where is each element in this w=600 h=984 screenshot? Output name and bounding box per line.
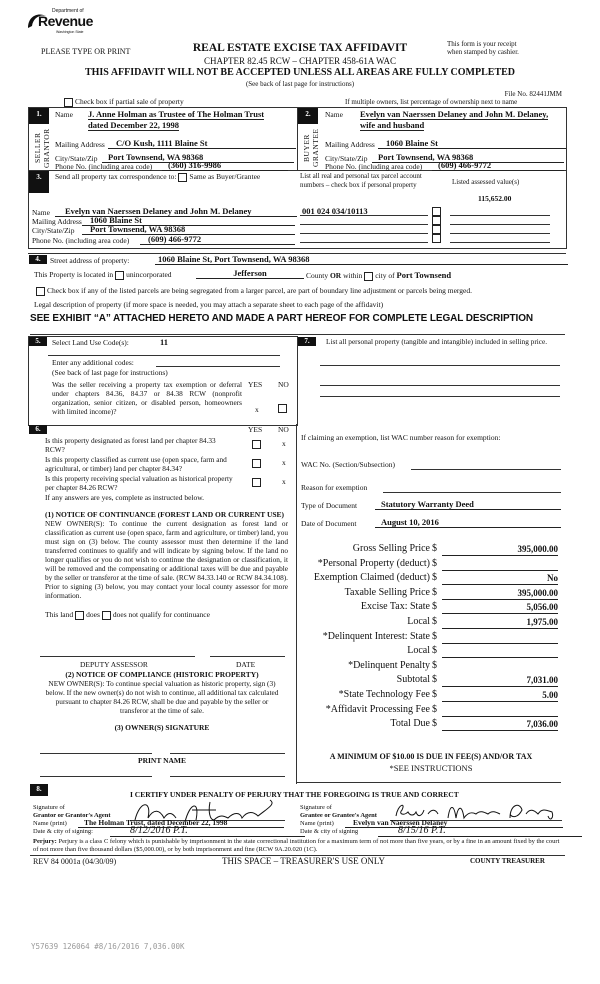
if-yes-note: If any answers are yes, complete as instructed below. (45, 493, 205, 502)
amount-field[interactable]: 1,975.00 (442, 617, 558, 629)
corr-mailing-label: Mailing Address (32, 217, 82, 226)
parcel-line[interactable] (300, 242, 428, 243)
amount-label: Exemption Claimed (deduct) (313, 572, 430, 584)
doc-type-field[interactable]: Statutory Warranty Deed (375, 499, 561, 510)
amount-label: *Affidavit Processing Fee (325, 703, 430, 715)
grantee-date-field[interactable]: 8/15/16 P.T. (378, 825, 582, 837)
additional-codes-label: Enter any additional codes: (52, 358, 134, 367)
amount-label: *State Technology Fee (338, 689, 430, 700)
seller-city-label: City/State/Zip (55, 154, 98, 163)
land-use-label: Select Land Use Code(s): (52, 338, 129, 347)
minimum-due-note: A MINIMUM OF $10.00 IS DUE IN FEE(S) AND/OR TAX (329, 752, 533, 761)
receipt-note (447, 40, 519, 56)
street-label: Street address of property: (50, 256, 130, 265)
city-checkbox[interactable] (364, 272, 373, 281)
buyer-name-field[interactable]: Evelyn van Naerssen Delaney and John M. Delaney, (360, 109, 549, 119)
amount-label: *Personal Property (deduct) (317, 557, 430, 569)
cashier-stamp: Y57639 126064 #8/16/2016 7,036.00K (31, 942, 185, 951)
county-field[interactable]: Jefferson (196, 268, 304, 279)
does-label: does (86, 610, 100, 619)
owner-signature-line[interactable] (40, 753, 152, 754)
dollar-sign: $ (432, 718, 437, 730)
receipt-note-line: when stamped by cashier. (447, 48, 519, 56)
yes-checkbox[interactable] (252, 478, 261, 487)
yes-checkbox[interactable] (252, 459, 261, 468)
city-value[interactable]: Port Townsend (396, 270, 452, 280)
section-number: 1. (29, 108, 49, 124)
city-row (306, 270, 451, 281)
dollar-sign: $ (432, 703, 437, 715)
perjury-text: Perjury is a class C felony which is punishable by imprisonment in the state correctional institution for a maximum term of not more than five years, or by a fine in an amount fixed by the court of not more than five thousand dollars ($5,000.00), or by both imprisonment and fine (RCW 9A.20.020 (1C). (33, 838, 560, 853)
this-land-label: This land (45, 610, 74, 619)
city-of-label: city of (375, 271, 395, 280)
segregated-checkbox[interactable] (36, 287, 45, 296)
yes-option[interactable] (250, 439, 263, 449)
seller-name-field-2[interactable]: dated December 22, 1998 (88, 120, 179, 130)
dollar-sign: $ (432, 543, 437, 554)
yes-header: YES (248, 425, 263, 434)
form-title: REAL ESTATE EXCISE TAX AFFIDAVIT (192, 42, 408, 54)
wac-label: WAC No. (Section/Subsection) (301, 460, 395, 469)
see-back-note: (See back of last page for instructions) (245, 80, 355, 88)
assessed-line[interactable] (450, 224, 550, 225)
form-warning: THIS AFFIDAVIT WILL NOT BE ACCEPTED UNLESS ALL AREAS ARE FULLY COMPLETED (84, 67, 516, 78)
sig-label-line: Signature of (33, 804, 65, 811)
doc-date-label: Date of Document (301, 519, 357, 528)
corr-city-field[interactable]: Port Townsend, WA 98368 (82, 224, 295, 235)
dollar-sign: $ (432, 557, 437, 569)
partial-sale-label: Check box if partial sale of property (75, 97, 184, 106)
buyer-mailing-label: Mailing Address (325, 140, 375, 149)
parcels-label-line: numbers – check box if personal property (300, 181, 417, 189)
assessed-line[interactable] (450, 233, 550, 234)
parcels-label-line: List all real and personal tax parcel account (300, 172, 422, 180)
additional-codes-field[interactable] (156, 366, 280, 367)
dollar-sign: $ (432, 674, 437, 686)
land-use-line (48, 355, 280, 356)
yes-checkbox[interactable] (252, 440, 261, 449)
parcel-line[interactable] (300, 215, 428, 216)
personal-property-checkbox[interactable] (432, 234, 441, 243)
within-label: within (343, 271, 363, 280)
buyer-mailing-field[interactable]: 1060 Blaine St (378, 138, 566, 149)
same-as-buyer-checkbox[interactable] (178, 173, 187, 182)
does-checkbox[interactable] (75, 611, 84, 620)
buyer-city-label: City/State/Zip (325, 154, 368, 163)
section-number: 7. (298, 337, 316, 346)
amount-label: Local (407, 645, 430, 657)
reason-field[interactable] (383, 492, 561, 493)
buyer-name-field-2[interactable]: wife and husband (360, 120, 425, 130)
parcels-label (300, 172, 422, 190)
amount-field[interactable]: 7,031.00 (442, 675, 558, 687)
notice2-text: NEW OWNER(S): To continue special valuation as historic property, sign (3) below. If the new owner(s) do not wish to continue, all additional tax calculated pursuant to chapter 84.26 RCW, shall be due and payable by the seller or transferor at the time of sale. (45, 679, 279, 715)
parcel-line[interactable] (300, 233, 428, 234)
county-treasurer-label: COUNTY TREASURER (470, 857, 545, 865)
corr-phone-field[interactable]: (609) 466-9772 (140, 234, 295, 245)
amount-label: *Delinquent Penalty (348, 659, 430, 671)
buyer-name-label: Name (325, 110, 343, 119)
does-not-checkbox[interactable] (102, 611, 111, 620)
seller-phone-label: Phone No. (including area code) (55, 162, 153, 171)
perjury-note (33, 838, 563, 854)
form-revision: REV 84 0001a (04/30/09) (33, 857, 117, 866)
dollar-sign: $ (432, 630, 437, 642)
please-type-note: PLEASE TYPE OR PRINT (41, 47, 131, 56)
continuance-row (45, 610, 210, 620)
no-header: NO (278, 380, 289, 389)
print-name-line[interactable] (170, 776, 285, 777)
does-not-label: does not qualify for continuance (112, 610, 210, 619)
partial-sale-checkbox[interactable] (64, 98, 73, 107)
corr-city-label: City/State/Zip (32, 226, 75, 235)
buyer-city-field[interactable]: Port Townsend, WA 98368 (372, 152, 564, 163)
affidavit-page: Department of Revenue Washington State PLEASE TYPE OR PRINT REAL ESTATE EXCISE TAX AFFIDAVIT CHAPTER 82.45 RCW – CHAPTER 458-61A WAC THIS AFFIDAVIT WILL NOT BE ACCEPTED UNLESS ALL AREAS ARE FULLY COMPLETED (See back of last page for instructions) This form is your receipt when stamped by cashier. File No. 82441JMM Check box if partial sale of property If multiple owners, list percentage of ownership next to name 1. SELLER GRANTOR Name J. Anne Holman as Trustee of The Holman Trust dated December 22, 1998 Mailing Address C/O Kush, 1111 Blaine St City/State/Zip Port Townsend, WA 98368 Phone No. (including area code) (360) 316-9986 2. BUYER GRANTEE Name Evelyn van Naerssen Delaney and John M. Delaney, wife and husband Mailing Address 1060 Blaine St City/State/Zip Port Townsend, WA 98368 Phone No. (including area code) (609) 466-9772 3. Send all property tax correspondence to: Same as Buyer/Grantee Name Evelyn van Naerssen Delaney and John M. Delaney Mailing Address 1060 Blaine St City/State/Zip Port Townsend, WA 98368 Phone No. (including area code) (609) 466-9772 List all real and personal tax parcel account numbers – check box if personal property Listed assessed value(s) 001 024 034/10113 115,652.00 4. Street address of property: 1060 Blaine St, Port Townsend, WA 98368 This Property is located in unincorporated Jefferson County OR within city of Port Townsend Check box if any of the listed parcels are being segregated from a larger parcel, are part of boundary line adjustment or parcels being merged. Legal description of property (if more space is needed, you may attach a separate sheet to each page of the affidavit) SEE EXHIBIT “A” ATTACHED HERETO AND MADE A PART HEREOF FOR COMPLETE LEGAL DESCRIPTION 5. Select Land Use Code(s): 11 Enter any additional codes: (See back of last page for instructions) YES NO Was the seller receiving a property tax exemption or deferral under chapters 84.36, 84.37 or 84.38 RCW (nonprofit organization, senior citizen, or disabled person, homeowners with limited income)? x 6. YES NO Is this property designated as forest land per chapter 84.33 RCW? x Is this property classified as current use (open space, farm and agricultural, or timber) land per chapter 84.34? x Is this property receiving special valuation as historical property per chapter 84.26 RCW? x If any answers are yes, complete as instructed below. (1) NOTICE OF CONTINUANCE (FOREST LAND OR CURRENT USE) NEW OWNER(S): To continue the current designation as forest land or classification as current use (open space, farm and agriculture, or timber) land, you must sign on (3) below. The county assessor must then determine if the land transferred continues to qualify and will indicate by signing below. If the land no longer qualifies or you do not wish to continue the designation or classification, it will be removed and the compensating or additional taxes will be due and payable by the seller or transferor at the time of sale. (RCW 84.33.140 or RCW 84.34.108). Prior to signing (3) below, you may contact your local county assessor for more information. This land does does not qualify for continuance DEPUTY ASSESSOR DATE (2) NOTICE OF COMPLIANCE (HISTORIC PROPERTY) NEW OWNER(S): To continue special valuation as historic property, sign (3) below. If the new owner(s) do not wish to continue, all additional tax calculated pursuant to chapter 84.26 RCW, shall be due and payable by the seller or transferor at the time of sale. (3) OWNER(S) SIGNATURE PRINT NAME 7. List all personal property (tangible and intangible) included in selling price. If claiming an exemption, list WAC number reason for exemption: WAC No. (Section/Subsection) Reason for exemption Type of Document Statutory Warranty Deed Date of Document August 10, 2016 Gross Selling Price $ 395,000.00 *Personal Property (deduct) $ Exemption Claimed (deduct) $ No Taxable Selling Price $ 395,000.00 Excise Tax: State $ 5,056.00 Local $ 1,975.00 *Delinquent Interest: State $ Local $ *Delinquent Penalty $ Subtotal $ 7,031.00 *State Technology Fee $ 5.00 *Affidavit Processing Fee $ Total Due $ 7,036.00 A MINIMUM OF $10.00 IS DUE IN FEE(S) AND/OR TAX *SEE INSTRUCTIONS 8. I CERTIFY UNDER PENALTY OF PERJURY THAT THE FOREGOING IS TRUE AND CORRECT Signature of Grantor or Grantor's Agent Name (print) The Holman Trust, dated December 22, 1998 Date & city of signing: 8/12/2016 P.T. Signature of Grantee or Grantee's Agent Name (print) Evelyn van Naerssen Delaney Date & city of signing 8/15/16 P.T. Perjury: Perjury is a class C felony which is punishable by imprisonment in the state correctional institution for a maximum term of not more than five years, or by a fine in an amount fixed by the court of not more than five thousand dollars ($5,000.00), or by both imprisonment and fine (RCW 9A.20.020 (1C). REV 84 0001a (04/30/09) THIS SPACE – TREASURER'S USE ONLY COUNTY TREASURER Y57639 126064 #8/16/2016 7,036.00K (0, 0, 600, 984)
print-name-line[interactable] (40, 776, 152, 777)
multiple-owners-note: If multiple owners, list percentage of ownership next to name (345, 98, 518, 106)
parcel-number[interactable]: 001 024 034/10113 (302, 206, 368, 216)
form-chapter: CHAPTER 82.45 RCW – CHAPTER 458-61A WAC (204, 56, 396, 66)
grantee-name-field[interactable]: Evelyn van Naerssen Delaney (345, 818, 563, 828)
yes-option[interactable] (250, 458, 263, 468)
seller-name-label: Name (55, 110, 73, 119)
seller-mailing-field[interactable]: C/O Kush, 1111 Blaine St (108, 138, 296, 149)
section-number: 4. (29, 255, 47, 264)
land-use-code[interactable]: 11 (160, 337, 169, 347)
sig-label-line: Signature of (300, 804, 332, 811)
section-number: 3. (29, 171, 49, 193)
grantor-name-label: Name (print) (33, 820, 67, 827)
amount-field[interactable] (442, 632, 558, 644)
dollar-sign: $ (432, 572, 437, 584)
amount-field[interactable]: No (442, 573, 558, 585)
dollar-sign: $ (432, 689, 437, 700)
certify-title: I CERTIFY UNDER PENALTY OF PERJURY THAT THE FOREGOING IS TRUE AND CORRECT (130, 790, 459, 799)
no-header: NO (278, 425, 289, 434)
dollar-sign: $ (432, 659, 437, 671)
amount-field[interactable]: 395,000.00 (442, 588, 558, 600)
notice1-text: NEW OWNER(S): To continue the current designation as forest land or classification as current use (open space, farm and agriculture, or timber) land, you must sign on (3) below. The county assessor must then determine if the land transferred continues to qualify and will indicate by signing below. If the land no longer qualifies or you do not wish to continue the designation or classification, it will be removed and the compensating or additional taxes will be due and payable by the seller or transferor at the time of sale. (RCW 84.33.140 or RCW 84.34.108). Prior to signing (3) below, you may contact your local county assessor for more information. (45, 519, 288, 600)
sig-label-line: Grantee or Grantee's Agent (300, 812, 377, 819)
segregated-option[interactable] (34, 286, 472, 296)
street-field[interactable]: 1060 Blaine St, Port Townsend, WA 98368 (155, 254, 568, 265)
parcel-checkbox-wrap[interactable] (430, 233, 443, 243)
owner-signature-title: (3) OWNER(S) SIGNATURE (114, 723, 210, 732)
buyer-phone-label: Phone No. (including area code) (325, 162, 423, 171)
notice1-title: (1) NOTICE OF CONTINUANCE (FOREST LAND OR CURRENT USE) (45, 510, 285, 519)
exemption-no-checkbox[interactable] (278, 404, 287, 413)
doc-type-label: Type of Document (301, 501, 358, 510)
see-back-note: (See back of last page for instructions) (52, 368, 168, 377)
see-instructions-note: *SEE INSTRUCTIONS (389, 763, 473, 773)
or-label: OR (329, 271, 342, 280)
yes-option[interactable] (250, 477, 263, 487)
assessed-line[interactable] (450, 215, 550, 216)
amount-field[interactable] (442, 559, 558, 571)
seller-name-field[interactable]: J. Anne Holman as Trustee of The Holman Trust (88, 109, 265, 119)
grantor-name-field[interactable]: The Holman Trust, dated December 22, 1998 (78, 818, 284, 828)
section6-question: Is this property classified as current use (open space, farm and agricultural, or timber) land per chapter 84.34? (45, 455, 227, 473)
perjury-label: Perjury: (33, 838, 57, 845)
wac-field[interactable] (411, 469, 561, 470)
location-row (34, 270, 172, 280)
deputy-assessor-label: DEPUTY ASSESSOR (80, 660, 148, 669)
owner-signature-line[interactable] (170, 753, 285, 754)
date-label: DATE (236, 660, 256, 669)
exemption-question: Was the seller receiving a property tax exemption or deferral under chapters 84.36, 84.37 or 84.38 RCW (nonprofit organization, senior citizen, or disabled person, homeowners with limited income)? (52, 380, 242, 416)
amount-field[interactable] (442, 705, 558, 717)
print-name-label: PRINT NAME (138, 756, 186, 765)
date-line[interactable] (210, 656, 285, 657)
amount-label: Excise Tax: State (360, 601, 430, 613)
buyer-side-label: BUYER GRANTEE (302, 128, 320, 168)
section6-question: Is this property designated as forest land per chapter 84.33 RCW? (45, 436, 216, 454)
deputy-assessor-line[interactable] (40, 656, 195, 657)
receipt-note-line: This form is your receipt (447, 40, 517, 48)
buyer-phone-field[interactable]: (609) 466-9772 (432, 160, 564, 171)
grantor-date-label: Date & city of signing: (33, 828, 93, 835)
correspondence-label: Send all property tax correspondence to: (55, 172, 177, 181)
personal-property-label: List all personal property (tangible and intangible) included in selling price. (326, 337, 548, 346)
amount-label: Total Due (390, 718, 430, 730)
assessed-value[interactable]: 115,652.00 (478, 194, 512, 203)
parcel-line[interactable] (300, 224, 428, 225)
reason-label: Reason for exemption (301, 483, 368, 492)
assessed-line[interactable] (450, 242, 550, 243)
doc-date-field[interactable]: August 10, 2016 (375, 517, 561, 528)
amount-label: Subtotal (396, 674, 430, 686)
section-number: 5. (29, 337, 47, 346)
yes-header: YES (248, 380, 263, 389)
notice2-title: (2) NOTICE OF COMPLIANCE (HISTORIC PROPERTY) (65, 670, 259, 679)
corr-name-label: Name (32, 208, 50, 217)
divider (30, 334, 565, 335)
file-number: File No. 82441JMM (504, 90, 562, 98)
grantee-date-label: Date & city of signing (300, 828, 359, 835)
exemption-yes-mark[interactable]: x (255, 405, 259, 414)
seller-mailing-label: Mailing Address (55, 140, 105, 149)
section-number: 2. (298, 108, 318, 124)
dollar-sign: $ (432, 601, 437, 613)
section6-question: Is this property receiving special valuation as historical property per chapter 84.26 RCW? (45, 474, 233, 492)
same-as-buyer-label: Same as Buyer/Grantee (189, 172, 261, 181)
assessed-label: Listed assessed value(s) (452, 178, 520, 186)
section-number: 8. (30, 784, 48, 796)
corr-mailing-field[interactable]: 1060 Blaine St (82, 215, 295, 226)
same-as-buyer-option[interactable] (55, 172, 260, 182)
divider (296, 782, 561, 783)
personal-property-line[interactable] (320, 396, 560, 397)
legal-label: Legal description of property (if more space is needed, you may attach a separate sheet to each page of the affidavit) (34, 300, 384, 309)
grantor-date-field[interactable]: 8/12/2016 P.T. (110, 825, 305, 837)
exemption-label: If claiming an exemption, list WAC number reason for exemption: (301, 433, 501, 442)
unincorporated-label: unincorporated (126, 270, 172, 279)
dollar-sign: $ (432, 586, 437, 598)
corr-phone-label: Phone No. (including area code) (32, 236, 130, 245)
seller-phone-field[interactable]: (360) 316-9986 (162, 160, 288, 171)
sig-label-line: Grantor or Grantor's Agent (33, 812, 111, 819)
legal-description[interactable]: SEE EXHIBIT “A” ATTACHED HERETO AND MADE A PART HEREOF FOR COMPLETE LEGAL DESCRIPTION (30, 313, 534, 324)
no-mark[interactable]: x (282, 477, 286, 486)
personal-property-line[interactable] (320, 385, 560, 386)
located-in-label: This Property is located in (34, 270, 114, 279)
section-number: 6. (29, 425, 47, 434)
seller-side-label: SELLER GRANTOR (33, 128, 51, 168)
segregated-label: Check box if any of the listed parcels are being segregated from a larger parcel, are part of boundary line adjustment or parcels being merged. (47, 286, 472, 295)
amount-field[interactable]: 5,056.00 (442, 602, 558, 614)
no-mark[interactable]: x (282, 439, 286, 448)
corr-name-field[interactable]: Evelyn van Naerssen Delaney and John M. Delaney (55, 206, 297, 217)
amount-field[interactable]: 395,000.00 (442, 544, 558, 556)
no-mark[interactable]: x (282, 458, 286, 467)
amount-field[interactable]: 5.00 (442, 690, 558, 702)
amount-label: *Delinquent Interest: State (322, 630, 430, 642)
treasurer-space-label: THIS SPACE – TREASURER'S USE ONLY (222, 856, 386, 866)
amount-label: Taxable Selling Price (344, 586, 430, 598)
amount-field[interactable]: 7,036.00 (442, 719, 558, 731)
dollar-sign: $ (432, 645, 437, 657)
amount-label: Gross Selling Price (352, 543, 430, 554)
partial-sale-option[interactable] (62, 97, 184, 107)
amount-label: Local (407, 616, 430, 627)
unincorporated-checkbox[interactable] (115, 271, 124, 280)
amount-field[interactable] (442, 646, 558, 658)
grantee-name-label: Name (print) (300, 820, 334, 827)
seller-city-field[interactable]: Port Townsend, WA 98368 (102, 152, 294, 163)
personal-property-line[interactable] (320, 365, 560, 366)
dollar-sign: $ (432, 616, 437, 627)
county-label: County (306, 271, 329, 280)
